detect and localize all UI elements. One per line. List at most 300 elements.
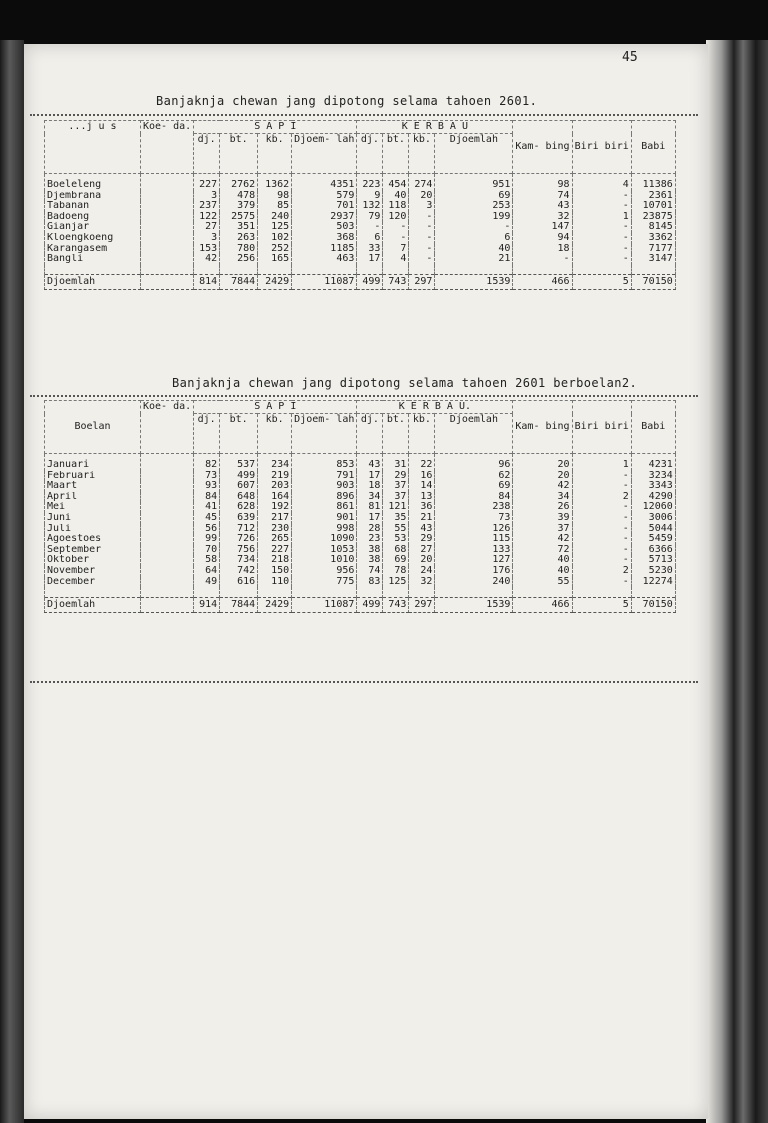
cell-k-bt: 125 (383, 577, 409, 588)
header-kerbau-dj: dj. (357, 414, 383, 454)
cell-kam: - (513, 254, 572, 265)
cell-s-j: 1090 (292, 534, 357, 545)
cell-biri: 2 (572, 566, 631, 577)
cell-s-bt: 263 (220, 233, 258, 244)
cell-k-kb: 16 (409, 471, 435, 482)
cell-name: Agoestoes (45, 534, 141, 545)
cell-kam: 40 (513, 555, 572, 566)
cell-biri: 4 (572, 174, 631, 191)
cell-s-bt: 7844 (220, 275, 258, 290)
cell-s-kb: 110 (258, 577, 292, 588)
header-kambing: Kam- bing (513, 401, 572, 454)
table-row (45, 212, 676, 223)
cell-k-j: 62 (435, 471, 513, 482)
header-kambing: Kam- bing (513, 121, 572, 174)
header-kerbau-kb: kb. (409, 134, 435, 174)
cell-s-kb: 234 (258, 454, 292, 471)
cell-kam: 37 (513, 524, 572, 535)
table-row (45, 174, 676, 191)
spacer-cell (141, 587, 194, 597)
cell-k-j: 84 (435, 492, 513, 503)
cell-s-dj: 84 (194, 492, 220, 503)
cell-s-dj: 82 (194, 454, 220, 471)
cell-k-kb: - (409, 244, 435, 255)
cell-k-dj: 34 (357, 492, 383, 503)
cell-koe (141, 534, 194, 545)
table-row (45, 222, 676, 233)
cell-s-dj: 99 (194, 534, 220, 545)
header-kerbau: K E R B A U. (357, 401, 513, 414)
header-sapi-dj: dj. (194, 134, 220, 174)
cell-s-bt: 2762 (220, 174, 258, 191)
cell-koe (141, 233, 194, 244)
cell-babi: 5459 (631, 534, 675, 545)
cell-k-dj: 17 (357, 254, 383, 265)
cell-kam: 74 (513, 191, 572, 202)
cell-s-j: 11087 (292, 597, 357, 612)
cell-koe (141, 524, 194, 535)
cell-kam: 94 (513, 233, 572, 244)
cell-name: Djembrana (45, 191, 141, 202)
cell-name: April (45, 492, 141, 503)
cell-k-kb: 24 (409, 566, 435, 577)
cell-s-j: 463 (292, 254, 357, 265)
spacer-cell (409, 587, 435, 597)
cell-s-j: 11087 (292, 275, 357, 290)
cell-babi: 3147 (631, 254, 675, 265)
header-name: Boelan (45, 401, 141, 454)
cell-k-bt: 53 (383, 534, 409, 545)
cell-kam: 32 (513, 212, 572, 223)
table-row (45, 566, 676, 577)
cell-kam: 98 (513, 174, 572, 191)
header-sapi-djoemlah: Djoem- lah (292, 134, 357, 174)
cell-name: Gianjar (45, 222, 141, 233)
cell-k-bt: - (383, 233, 409, 244)
cell-koe (141, 555, 194, 566)
cell-koe (141, 481, 194, 492)
cell-kam: 42 (513, 534, 572, 545)
cell-koe (141, 174, 194, 191)
cell-s-dj: 73 (194, 471, 220, 482)
cell-kam: 20 (513, 454, 572, 471)
cell-k-dj: 23 (357, 534, 383, 545)
cell-name: Bangli (45, 254, 141, 265)
book-spine (0, 40, 24, 1123)
spacer-cell (513, 587, 572, 597)
spacer-cell (292, 265, 357, 275)
cell-babi: 5713 (631, 555, 675, 566)
cell-k-dj: 38 (357, 555, 383, 566)
table-row (45, 254, 676, 265)
header-kerbau-bt: bt. (383, 414, 409, 454)
spacer-row (45, 587, 676, 597)
cell-k-j: 73 (435, 513, 513, 524)
cell-k-kb: 29 (409, 534, 435, 545)
cell-biri: - (572, 513, 631, 524)
cell-k-kb: 297 (409, 597, 435, 612)
cell-koe (141, 275, 194, 290)
cell-biri: - (572, 191, 631, 202)
cell-koe (141, 566, 194, 577)
cell-koe (141, 597, 194, 612)
cell-s-dj: 64 (194, 566, 220, 577)
spacer-cell (631, 265, 675, 275)
cell-biri: - (572, 545, 631, 556)
cell-k-dj: 132 (357, 201, 383, 212)
cell-s-bt: 734 (220, 555, 258, 566)
cell-babi: 4290 (631, 492, 675, 503)
cell-k-j: 240 (435, 577, 513, 588)
cell-name: Juli (45, 524, 141, 535)
cell-s-dj: 45 (194, 513, 220, 524)
cell-k-kb: 3 (409, 201, 435, 212)
cell-name: September (45, 545, 141, 556)
cell-s-dj: 153 (194, 244, 220, 255)
header-babi: Babi (631, 401, 675, 454)
cell-k-j: 1539 (435, 275, 513, 290)
cell-k-j: 127 (435, 555, 513, 566)
cell-biri: - (572, 233, 631, 244)
table2-top-rule (30, 395, 698, 397)
cell-s-kb: 252 (258, 244, 292, 255)
cell-babi: 70150 (631, 275, 675, 290)
cell-babi: 3006 (631, 513, 675, 524)
cell-biri: 1 (572, 454, 631, 471)
cell-name: Februari (45, 471, 141, 482)
cell-babi: 5044 (631, 524, 675, 535)
cell-s-bt: 726 (220, 534, 258, 545)
cell-biri: - (572, 244, 631, 255)
header-sapi: S A P I (194, 121, 357, 134)
spacer-cell (258, 265, 292, 275)
cell-k-bt: 29 (383, 471, 409, 482)
cell-k-j: 1539 (435, 597, 513, 612)
table1-regencies (44, 120, 676, 290)
cell-s-kb: 164 (258, 492, 292, 503)
cell-koe (141, 201, 194, 212)
cell-babi: 70150 (631, 597, 675, 612)
cell-name: Maart (45, 481, 141, 492)
cell-k-j: - (435, 222, 513, 233)
table-row (45, 191, 676, 202)
cell-biri: - (572, 471, 631, 482)
cell-babi: 11386 (631, 174, 675, 191)
cell-biri: 1 (572, 212, 631, 223)
cell-k-kb: 20 (409, 191, 435, 202)
cell-koe (141, 244, 194, 255)
cell-koe (141, 191, 194, 202)
cell-biri: - (572, 222, 631, 233)
cell-koe (141, 502, 194, 513)
header-kerbau: K E R B A U (357, 121, 513, 134)
cell-k-j: 126 (435, 524, 513, 535)
cell-k-bt: 743 (383, 597, 409, 612)
spacer-cell (572, 265, 631, 275)
cell-k-kb: - (409, 212, 435, 223)
cell-k-j: 951 (435, 174, 513, 191)
cell-babi: 3362 (631, 233, 675, 244)
table2-bottom-rule (30, 681, 698, 683)
cell-s-j: 1053 (292, 545, 357, 556)
cell-kam: 466 (513, 275, 572, 290)
cell-biri: - (572, 254, 631, 265)
cell-babi: 7177 (631, 244, 675, 255)
cell-k-bt: 4 (383, 254, 409, 265)
cell-s-bt: 2575 (220, 212, 258, 223)
cell-s-bt: 616 (220, 577, 258, 588)
cell-k-j: 69 (435, 191, 513, 202)
cell-k-bt: 121 (383, 502, 409, 513)
table1-title: Banjaknja chewan jang dipotong selama tahoen 2601. (156, 94, 538, 108)
cell-k-bt: 454 (383, 174, 409, 191)
spacer-cell (292, 587, 357, 597)
cell-s-bt: 7844 (220, 597, 258, 612)
cell-k-dj: 83 (357, 577, 383, 588)
cell-k-bt: 120 (383, 212, 409, 223)
cell-kam: 20 (513, 471, 572, 482)
cell-k-j: 40 (435, 244, 513, 255)
cell-k-kb: 27 (409, 545, 435, 556)
spacer-cell (194, 265, 220, 275)
cell-k-dj: 6 (357, 233, 383, 244)
spacer-cell (435, 265, 513, 275)
cell-s-j: 2937 (292, 212, 357, 223)
cell-k-j: 115 (435, 534, 513, 545)
cell-s-bt: 742 (220, 566, 258, 577)
cell-biri: - (572, 524, 631, 535)
header-kerbau-kb: kb. (409, 414, 435, 454)
cell-k-dj: 18 (357, 481, 383, 492)
cell-s-dj: 227 (194, 174, 220, 191)
cell-s-kb: 2429 (258, 597, 292, 612)
cell-s-bt: 648 (220, 492, 258, 503)
cell-s-bt: 712 (220, 524, 258, 535)
cell-s-dj: 49 (194, 577, 220, 588)
cell-k-j: 199 (435, 212, 513, 223)
spacer-cell (220, 265, 258, 275)
table-row (45, 471, 676, 482)
cell-s-j: 579 (292, 191, 357, 202)
cell-k-kb: 36 (409, 502, 435, 513)
cell-k-dj: 81 (357, 502, 383, 513)
cell-biri: - (572, 534, 631, 545)
header-kerbau-dj: dj. (357, 134, 383, 174)
cell-k-dj: 79 (357, 212, 383, 223)
header-kerbau-djoemlah: Djoemlah (435, 414, 513, 454)
header-sapi-bt: bt. (220, 414, 258, 454)
header-koeda: Koe- da. (141, 401, 194, 454)
cell-k-j: 133 (435, 545, 513, 556)
cell-kam: 26 (513, 502, 572, 513)
cell-biri: - (572, 201, 631, 212)
cell-k-bt: 118 (383, 201, 409, 212)
cell-babi: 5230 (631, 566, 675, 577)
spacer-cell (141, 265, 194, 275)
cell-k-dj: 17 (357, 513, 383, 524)
cell-k-bt: 37 (383, 481, 409, 492)
cell-kam: 147 (513, 222, 572, 233)
cell-k-bt: 40 (383, 191, 409, 202)
spacer-cell (383, 265, 409, 275)
header-babi: Babi (631, 121, 675, 174)
cell-koe (141, 577, 194, 588)
header-kerbau-djoemlah: Djoemlah (435, 134, 513, 174)
cell-koe (141, 513, 194, 524)
cell-kam: 42 (513, 481, 572, 492)
cell-koe (141, 222, 194, 233)
cell-k-j: 6 (435, 233, 513, 244)
cell-s-dj: 70 (194, 545, 220, 556)
cell-s-j: 1185 (292, 244, 357, 255)
cell-s-bt: 379 (220, 201, 258, 212)
cell-k-j: 96 (435, 454, 513, 471)
cell-k-kb: 14 (409, 481, 435, 492)
cell-name: Tabanan (45, 201, 141, 212)
cell-s-j: 701 (292, 201, 357, 212)
cell-k-dj: - (357, 222, 383, 233)
cell-s-j: 901 (292, 513, 357, 524)
cell-name: Boeleleng (45, 174, 141, 191)
cell-s-j: 853 (292, 454, 357, 471)
cell-s-kb: 125 (258, 222, 292, 233)
spacer-cell (194, 587, 220, 597)
cell-k-dj: 499 (357, 597, 383, 612)
cell-s-dj: 122 (194, 212, 220, 223)
cell-k-kb: 297 (409, 275, 435, 290)
spacer-cell (631, 587, 675, 597)
cell-k-dj: 223 (357, 174, 383, 191)
header-sapi-bt: bt. (220, 134, 258, 174)
cell-s-kb: 240 (258, 212, 292, 223)
cell-name: Januari (45, 454, 141, 471)
cell-kam: 466 (513, 597, 572, 612)
cell-s-bt: 499 (220, 471, 258, 482)
cell-babi: 3343 (631, 481, 675, 492)
spacer-cell (572, 587, 631, 597)
cell-k-bt: 78 (383, 566, 409, 577)
cell-babi: 2361 (631, 191, 675, 202)
cell-s-kb: 150 (258, 566, 292, 577)
cell-k-kb: 22 (409, 454, 435, 471)
cell-s-j: 368 (292, 233, 357, 244)
cell-s-kb: 217 (258, 513, 292, 524)
header-name: ...j u s (45, 121, 141, 174)
cell-k-bt: 31 (383, 454, 409, 471)
cell-biri: 2 (572, 492, 631, 503)
cell-kam: 72 (513, 545, 572, 556)
cell-biri: - (572, 577, 631, 588)
cell-k-bt: 37 (383, 492, 409, 503)
cell-s-kb: 227 (258, 545, 292, 556)
cell-s-j: 956 (292, 566, 357, 577)
cell-s-j: 503 (292, 222, 357, 233)
spacer-cell (383, 587, 409, 597)
cell-k-j: 176 (435, 566, 513, 577)
cell-s-dj: 41 (194, 502, 220, 513)
cell-s-dj: 3 (194, 191, 220, 202)
cell-name: November (45, 566, 141, 577)
cell-s-dj: 814 (194, 275, 220, 290)
cell-k-kb: 32 (409, 577, 435, 588)
page-number: 45 (622, 50, 638, 65)
cell-k-j: 253 (435, 201, 513, 212)
table-row (45, 492, 676, 503)
header-biri: Biri biri (572, 401, 631, 454)
header-sapi-dj: dj. (194, 414, 220, 454)
cell-koe (141, 492, 194, 503)
cell-s-j: 998 (292, 524, 357, 535)
cell-s-j: 903 (292, 481, 357, 492)
cell-s-kb: 219 (258, 471, 292, 482)
cell-s-j: 775 (292, 577, 357, 588)
cell-s-bt: 780 (220, 244, 258, 255)
cell-biri: 5 (572, 597, 631, 612)
table-row (45, 481, 676, 492)
table-row (45, 454, 676, 471)
cell-k-dj: 33 (357, 244, 383, 255)
cell-k-kb: - (409, 254, 435, 265)
cell-babi: 4231 (631, 454, 675, 471)
table-row (45, 233, 676, 244)
spacer-cell (409, 265, 435, 275)
spacer-cell (357, 265, 383, 275)
cell-k-dj: 499 (357, 275, 383, 290)
cell-k-kb: 20 (409, 555, 435, 566)
spacer-cell (513, 265, 572, 275)
cell-biri: - (572, 502, 631, 513)
cell-k-kb: 13 (409, 492, 435, 503)
cell-s-kb: 85 (258, 201, 292, 212)
spacer-cell (45, 587, 141, 597)
cell-s-bt: 478 (220, 191, 258, 202)
spacer-cell (220, 587, 258, 597)
cell-s-bt: 756 (220, 545, 258, 556)
cell-name: Badoeng (45, 212, 141, 223)
cell-s-kb: 192 (258, 502, 292, 513)
cell-s-j: 4351 (292, 174, 357, 191)
cell-name: Mei (45, 502, 141, 513)
cell-biri: - (572, 555, 631, 566)
cell-s-kb: 265 (258, 534, 292, 545)
cell-k-dj: 43 (357, 454, 383, 471)
cell-k-kb: 21 (409, 513, 435, 524)
cell-k-j: 21 (435, 254, 513, 265)
cell-name: Djoemlah (45, 275, 141, 290)
cell-s-j: 1010 (292, 555, 357, 566)
header-sapi-kb: kb. (258, 414, 292, 454)
cell-babi: 10701 (631, 201, 675, 212)
cell-name: Kloengkoeng (45, 233, 141, 244)
header-koeda: Koe- da. (141, 121, 194, 174)
cell-k-j: 69 (435, 481, 513, 492)
cell-k-bt: 68 (383, 545, 409, 556)
cell-k-bt: 35 (383, 513, 409, 524)
cell-k-dj: 28 (357, 524, 383, 535)
table-row (45, 502, 676, 513)
spacer-cell (357, 587, 383, 597)
cell-s-dj: 237 (194, 201, 220, 212)
header-sapi-kb: kb. (258, 134, 292, 174)
header-sapi: S A P I (194, 401, 357, 414)
cell-s-bt: 607 (220, 481, 258, 492)
cell-s-kb: 1362 (258, 174, 292, 191)
cell-koe (141, 454, 194, 471)
cell-name: Oktober (45, 555, 141, 566)
cell-k-dj: 74 (357, 566, 383, 577)
cell-s-kb: 218 (258, 555, 292, 566)
cell-s-bt: 537 (220, 454, 258, 471)
